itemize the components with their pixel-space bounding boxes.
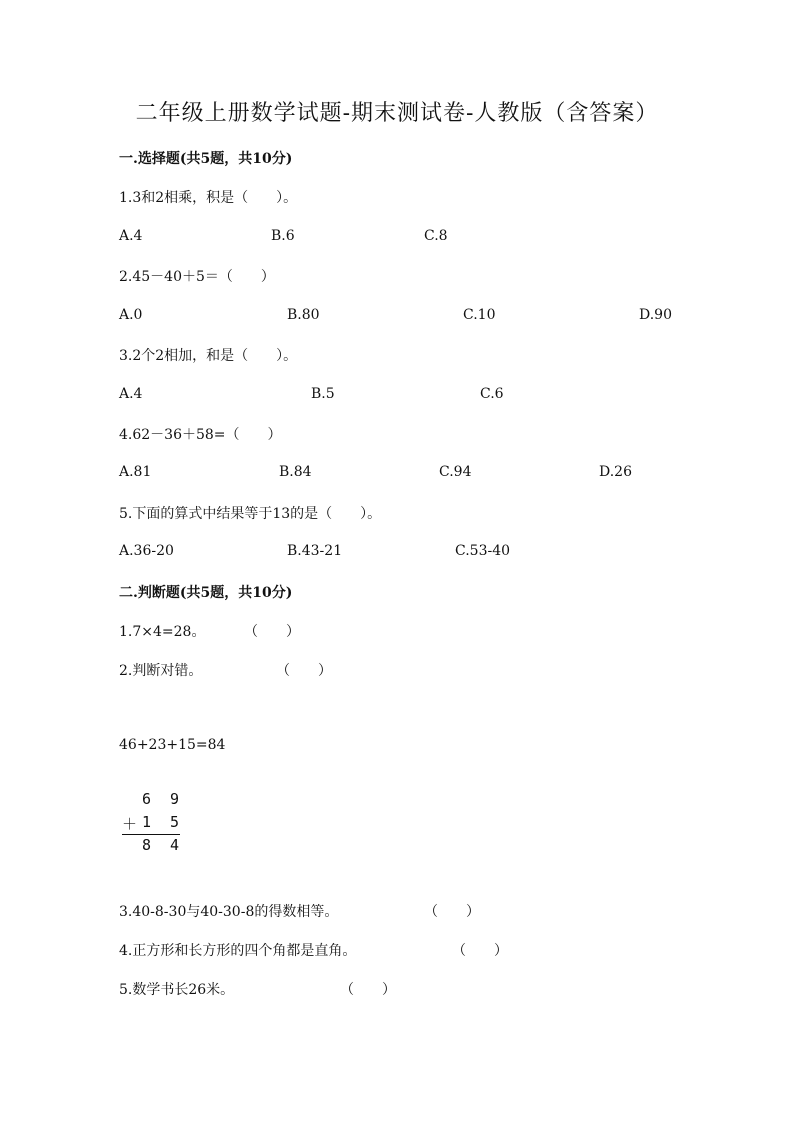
question-2-2: 2.判断对错。	[119, 663, 203, 679]
vertical-addition	[122, 790, 192, 859]
answer-blank-2-5: （ ）	[340, 982, 396, 998]
option-1-2-b: B.80	[287, 307, 320, 323]
section1-heading: 一.选择题(共5题，共10分)	[119, 151, 293, 167]
option-1-2-a: A.0	[119, 307, 143, 323]
option-1-3-c: C.6	[480, 386, 504, 402]
answer-blank-2-2: （ ）	[276, 663, 332, 679]
vertical-digit: 5	[170, 813, 180, 831]
option-1-1-b: B.6	[271, 228, 295, 244]
sum-rule	[122, 834, 180, 835]
vertical-digit: 9	[170, 790, 180, 808]
answer-blank-2-1: （ ）	[244, 624, 300, 640]
option-1-4-a: A.81	[119, 464, 152, 480]
answer-blank-2-4: （ ）	[452, 943, 508, 959]
vertical-digit: 4	[170, 836, 180, 854]
vertical-digit: 1	[142, 813, 152, 831]
question-2-1: 1.7×4=28。	[119, 624, 206, 640]
option-1-5-b: B.43-21	[287, 543, 343, 559]
option-1-4-d: D.26	[599, 464, 632, 480]
question-2-4: 4.正方形和长方形的四个角都是直角。	[119, 943, 357, 959]
exam-title: 二年级上册数学试题-期末测试卷-人教版（含答案）	[135, 101, 659, 126]
option-1-2-c: C.10	[463, 307, 496, 323]
section2-heading: 二.判断题(共5题，共10分)	[119, 585, 293, 601]
option-1-4-b: B.84	[279, 464, 312, 480]
question-1-3: 3.2个2相加，和是（ ）。	[119, 348, 298, 364]
question-2-5: 5.数学书长26米。	[119, 982, 235, 998]
question-1-5: 5.下面的算式中结果等于13的是（ ）。	[119, 506, 382, 522]
question-2-3: 3.40-8-30与40-30-8的得数相等。	[119, 904, 339, 920]
vertical-digit: 8	[142, 836, 152, 854]
option-1-4-c: C.94	[439, 464, 472, 480]
option-1-3-b: B.5	[311, 386, 335, 402]
option-1-1-c: C.8	[424, 228, 448, 244]
vertical-digit: 6	[142, 790, 152, 808]
question-1-2: 2.45－40＋5＝（ ）	[119, 269, 275, 285]
option-1-1-a: A.4	[119, 228, 143, 244]
option-1-2-d: D.90	[639, 307, 672, 323]
answer-blank-2-3: （ ）	[424, 904, 480, 920]
question-1-4: 4.62－36＋58=（ ）	[119, 427, 282, 443]
option-1-5-a: A.36-20	[119, 543, 174, 559]
option-1-5-c: C.53-40	[455, 543, 511, 559]
plus-sign: ＋	[122, 815, 138, 833]
equation: 46+23+15=84	[119, 737, 226, 753]
option-1-3-a: A.4	[119, 386, 143, 402]
question-1-1: 1.3和2相乘，积是（ ）。	[119, 190, 298, 206]
